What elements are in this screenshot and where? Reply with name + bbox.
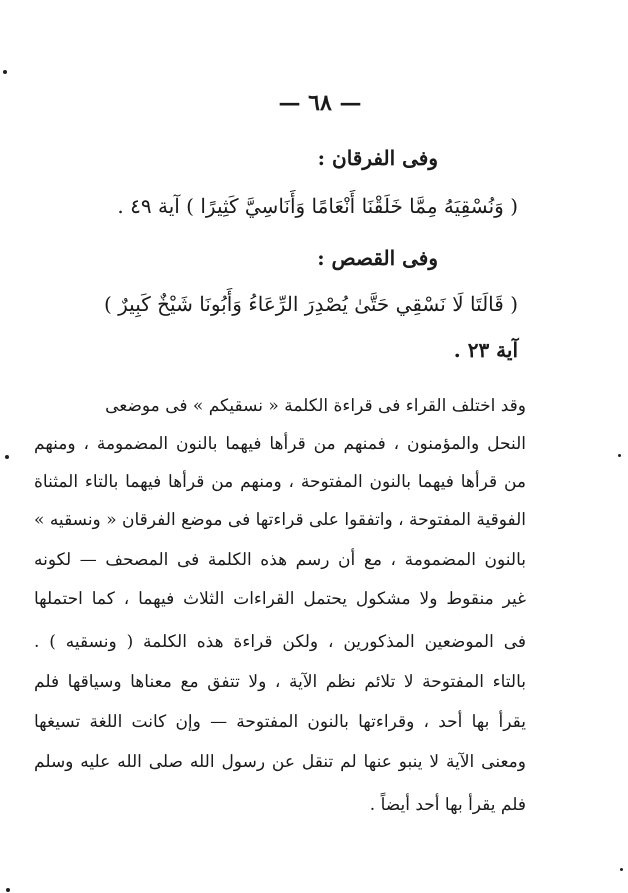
paragraph-line-3: من قرأها فيهما بالنون المفتوحة ، ومنهم من قرأها فيهما بالتاء المثناة: [34, 472, 526, 492]
paragraph-line-1: وقد اختلف القراء فى قراءة الكلمة « نسقيكم » فى موضعى: [105, 396, 526, 416]
scan-speck: [5, 455, 9, 459]
paragraph-line-11: فلم يقرأ بها أحد أيضاً .: [369, 795, 526, 815]
heading-qasas: وفى القصص :: [317, 246, 438, 270]
scan-speck: [618, 454, 621, 457]
scan-speck: [3, 70, 7, 74]
paragraph-line-6: غير منقوط ولا مشكول يحتمل القراءات الثلاث فيهما ، كما احتملها: [34, 589, 526, 609]
verse-qasas-line-2: آية ٢٣ .: [453, 338, 518, 362]
paragraph-line-4: الفوقية المفتوحة ، واتفقوا على قراءتها فى موضع الفرقان « ونسقيه »: [34, 510, 526, 530]
page-number: — ٦٨ —: [278, 90, 362, 116]
verse-qasas-line-1: ( قَالَتَا لَا نَسْقِي حَتَّىٰ يُصْدِرَ الرِّعَاءُ وَأَبُونَا شَيْخٌ كَبِيرٌ ): [103, 292, 518, 316]
paragraph-line-7: فى الموضعين المذكورين ، ولكن قراءة هذه الكلمة ( ونسقيه ) .: [34, 632, 526, 652]
paragraph-line-2: النحل والمؤمنون ، فمنهم من قرأها فيهما بالنون المضمومة ، ومنهم: [34, 434, 526, 454]
scan-speck: [620, 868, 623, 871]
heading-furqan: وفى الفرقان :: [317, 146, 438, 170]
paragraph-line-10: ومعنى الآية لا ينبو عنها لم تنقل عن رسول الله صلى الله عليه وسلم: [34, 752, 526, 772]
paragraph-line-8: بالتاء المفتوحة لا تلائم نظم الآية ، ولا تتفق مع معناها وسياقها فلم: [34, 672, 526, 692]
scan-speck: [6, 888, 10, 892]
paragraph-line-9: يقرأ بها أحد ، وقراءتها بالنون المفتوحة — وإن كانت اللغة تسيغها: [34, 712, 526, 732]
paragraph-line-5: بالنون المضمومة ، مع أن رسم هذه الكلمة فى المصحف — لكونه: [34, 550, 526, 570]
verse-furqan: ( وَنُسْقِيَهُ مِمَّا خَلَقْنَا أَنْعَامًا وَأَنَاسِيَّ كَثِيرًا ) آية ٤٩ .: [117, 194, 518, 218]
